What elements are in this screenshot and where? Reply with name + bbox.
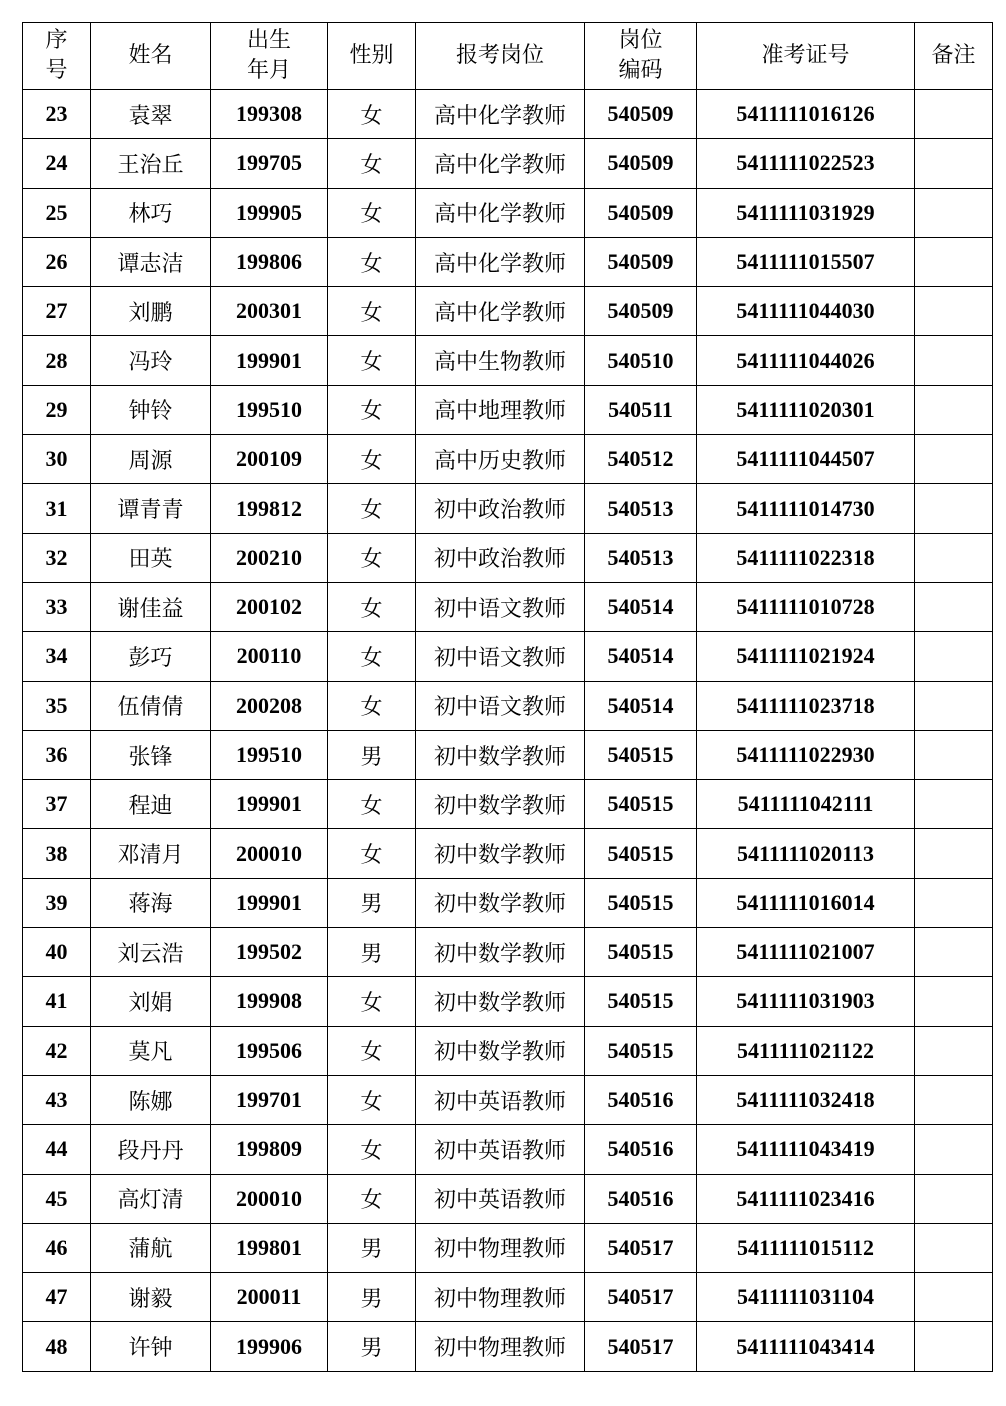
cell-code: 540515 (585, 1026, 697, 1075)
header-code-line1: 岗位 (618, 28, 663, 53)
cell-birth: 200301 (211, 287, 328, 336)
cell-seq: 32 (23, 533, 91, 582)
cell-gender: 女 (328, 1026, 416, 1075)
cell-gender: 女 (328, 533, 416, 582)
cell-position: 高中历史教师 (416, 435, 585, 484)
cell-code: 540511 (585, 385, 697, 434)
cell-position: 初中数学教师 (416, 829, 585, 878)
table-row (23, 928, 993, 977)
cell-seq: 42 (23, 1026, 91, 1075)
cell-position: 高中化学教师 (416, 287, 585, 336)
table-row (23, 730, 993, 779)
cell-name: 谭青青 (91, 484, 211, 533)
cell-remark (915, 1075, 993, 1124)
cell-name: 袁翠 (91, 90, 211, 139)
cell-remark (915, 582, 993, 631)
cell-gender: 女 (328, 977, 416, 1026)
cell-remark (915, 1223, 993, 1272)
cell-birth: 199812 (211, 484, 328, 533)
cell-position: 高中地理教师 (416, 385, 585, 434)
cell-remark (915, 533, 993, 582)
cell-code: 540513 (585, 533, 697, 582)
cell-remark (915, 287, 993, 336)
cell-remark (915, 1174, 993, 1223)
table-row (23, 681, 993, 730)
cell-seq: 23 (23, 90, 91, 139)
cell-seq: 43 (23, 1075, 91, 1124)
cell-ticket: 5411111015507 (697, 237, 915, 286)
cell-remark (915, 1026, 993, 1075)
cell-position: 初中英语教师 (416, 1075, 585, 1124)
cell-code: 540509 (585, 287, 697, 336)
cell-birth: 199801 (211, 1223, 328, 1272)
cell-seq: 36 (23, 730, 91, 779)
cell-seq: 34 (23, 632, 91, 681)
table-row (23, 139, 993, 188)
cell-gender: 女 (328, 632, 416, 681)
cell-code: 540515 (585, 780, 697, 829)
table-row (23, 1075, 993, 1124)
cell-position: 初中数学教师 (416, 878, 585, 927)
cell-name: 伍倩倩 (91, 681, 211, 730)
cell-name: 蒋海 (91, 878, 211, 927)
cell-birth: 199705 (211, 139, 328, 188)
cell-remark (915, 484, 993, 533)
table-row (23, 1322, 993, 1371)
cell-remark (915, 780, 993, 829)
table-row (23, 237, 993, 286)
cell-birth: 199901 (211, 336, 328, 385)
cell-gender: 女 (328, 780, 416, 829)
cell-name: 高灯清 (91, 1174, 211, 1223)
cell-birth: 200102 (211, 582, 328, 631)
cell-ticket: 5411111021007 (697, 928, 915, 977)
cell-position: 初中语文教师 (416, 582, 585, 631)
cell-code: 540509 (585, 90, 697, 139)
cell-name: 冯玲 (91, 336, 211, 385)
cell-code: 540512 (585, 435, 697, 484)
cell-code: 540509 (585, 139, 697, 188)
cell-code: 540514 (585, 681, 697, 730)
cell-remark (915, 139, 993, 188)
cell-remark (915, 90, 993, 139)
cell-name: 谢毅 (91, 1273, 211, 1322)
table-row (23, 878, 993, 927)
cell-name: 谭志洁 (91, 237, 211, 286)
cell-seq: 41 (23, 977, 91, 1026)
cell-code: 540514 (585, 582, 697, 631)
cell-birth: 200010 (211, 829, 328, 878)
cell-ticket: 5411111023416 (697, 1174, 915, 1223)
cell-ticket: 5411111044026 (697, 336, 915, 385)
cell-position: 高中化学教师 (416, 237, 585, 286)
cell-position: 初中物理教师 (416, 1322, 585, 1371)
header-birth-line2: 年月 (246, 58, 291, 83)
cell-remark (915, 237, 993, 286)
table-row (23, 632, 993, 681)
table-row (23, 385, 993, 434)
cell-gender: 男 (328, 878, 416, 927)
cell-position: 初中数学教师 (416, 1026, 585, 1075)
cell-ticket: 5411111042111 (697, 780, 915, 829)
cell-remark (915, 681, 993, 730)
table-row (23, 1125, 993, 1174)
table-body (23, 90, 993, 1372)
cell-code: 540517 (585, 1322, 697, 1371)
cell-birth: 200109 (211, 435, 328, 484)
cell-ticket: 5411111031903 (697, 977, 915, 1026)
cell-seq: 33 (23, 582, 91, 631)
cell-remark (915, 632, 993, 681)
cell-code: 540516 (585, 1125, 697, 1174)
header-code (585, 23, 697, 90)
table-row (23, 1223, 993, 1272)
cell-ticket: 5411111031104 (697, 1273, 915, 1322)
cell-seq: 48 (23, 1322, 91, 1371)
cell-remark (915, 336, 993, 385)
header-seq (23, 23, 91, 90)
header-gender: 性别 (328, 23, 416, 90)
cell-position: 初中政治教师 (416, 533, 585, 582)
cell-name: 许钟 (91, 1322, 211, 1371)
cell-gender: 男 (328, 1322, 416, 1371)
cell-birth: 199908 (211, 977, 328, 1026)
table-header-row (23, 23, 993, 90)
cell-position: 初中英语教师 (416, 1174, 585, 1223)
cell-gender: 男 (328, 1273, 416, 1322)
cell-code: 540513 (585, 484, 697, 533)
cell-remark (915, 878, 993, 927)
cell-gender: 女 (328, 484, 416, 533)
cell-birth: 199308 (211, 90, 328, 139)
cell-position: 高中生物教师 (416, 336, 585, 385)
cell-name: 刘娟 (91, 977, 211, 1026)
cell-position: 高中化学教师 (416, 90, 585, 139)
table-row (23, 484, 993, 533)
header-seq-line1: 序 (45, 28, 68, 53)
table-row (23, 287, 993, 336)
cell-ticket: 5411111023718 (697, 681, 915, 730)
cell-seq: 24 (23, 139, 91, 188)
cell-code: 540514 (585, 632, 697, 681)
cell-birth: 200011 (211, 1273, 328, 1322)
cell-seq: 40 (23, 928, 91, 977)
cell-remark (915, 977, 993, 1026)
cell-seq: 27 (23, 287, 91, 336)
cell-gender: 女 (328, 188, 416, 237)
cell-position: 初中政治教师 (416, 484, 585, 533)
table-row (23, 1026, 993, 1075)
cell-ticket: 5411111014730 (697, 484, 915, 533)
cell-remark (915, 188, 993, 237)
cell-ticket: 5411111010728 (697, 582, 915, 631)
cell-seq: 31 (23, 484, 91, 533)
cell-position: 初中数学教师 (416, 730, 585, 779)
cell-code: 540517 (585, 1273, 697, 1322)
cell-birth: 199510 (211, 730, 328, 779)
cell-code: 540510 (585, 336, 697, 385)
cell-remark (915, 435, 993, 484)
cell-ticket: 5411111022523 (697, 139, 915, 188)
header-name: 姓名 (91, 23, 211, 90)
cell-position: 初中语文教师 (416, 632, 585, 681)
cell-gender: 女 (328, 681, 416, 730)
cell-gender: 女 (328, 1125, 416, 1174)
cell-seq: 26 (23, 237, 91, 286)
cell-position: 高中化学教师 (416, 188, 585, 237)
table-row (23, 336, 993, 385)
cell-birth: 200208 (211, 681, 328, 730)
header-code-line2: 编码 (618, 58, 663, 83)
cell-gender: 女 (328, 582, 416, 631)
cell-birth: 199510 (211, 385, 328, 434)
cell-gender: 女 (328, 1075, 416, 1124)
cell-remark (915, 1273, 993, 1322)
cell-name: 蒲航 (91, 1223, 211, 1272)
candidate-table (22, 22, 993, 1372)
cell-gender: 女 (328, 336, 416, 385)
table-row (23, 977, 993, 1026)
cell-ticket: 5411111022930 (697, 730, 915, 779)
cell-code: 540515 (585, 829, 697, 878)
cell-gender: 女 (328, 139, 416, 188)
cell-name: 周源 (91, 435, 211, 484)
header-ticket: 准考证号 (697, 23, 915, 90)
cell-name: 王治丘 (91, 139, 211, 188)
cell-position: 初中数学教师 (416, 977, 585, 1026)
cell-position: 高中化学教师 (416, 139, 585, 188)
cell-birth: 199809 (211, 1125, 328, 1174)
cell-code: 540517 (585, 1223, 697, 1272)
cell-gender: 男 (328, 1223, 416, 1272)
cell-seq: 28 (23, 336, 91, 385)
cell-ticket: 5411111044507 (697, 435, 915, 484)
cell-gender: 女 (328, 435, 416, 484)
cell-name: 段丹丹 (91, 1125, 211, 1174)
cell-position: 初中物理教师 (416, 1223, 585, 1272)
cell-seq: 25 (23, 188, 91, 237)
cell-code: 540515 (585, 977, 697, 1026)
cell-seq: 38 (23, 829, 91, 878)
table-row (23, 533, 993, 582)
cell-ticket: 5411111043414 (697, 1322, 915, 1371)
cell-gender: 男 (328, 928, 416, 977)
cell-ticket: 5411111020113 (697, 829, 915, 878)
cell-seq: 37 (23, 780, 91, 829)
cell-birth: 199502 (211, 928, 328, 977)
cell-position: 初中数学教师 (416, 780, 585, 829)
cell-gender: 女 (328, 90, 416, 139)
table-row (23, 188, 993, 237)
cell-ticket: 5411111031929 (697, 188, 915, 237)
cell-gender: 女 (328, 287, 416, 336)
cell-birth: 200210 (211, 533, 328, 582)
cell-name: 谢佳益 (91, 582, 211, 631)
cell-ticket: 5411111020301 (697, 385, 915, 434)
cell-code: 540515 (585, 730, 697, 779)
header-seq-line2: 号 (45, 58, 68, 83)
cell-name: 钟铃 (91, 385, 211, 434)
cell-seq: 30 (23, 435, 91, 484)
cell-name: 陈娜 (91, 1075, 211, 1124)
cell-seq: 46 (23, 1223, 91, 1272)
cell-ticket: 5411111021924 (697, 632, 915, 681)
cell-name: 刘鹏 (91, 287, 211, 336)
cell-birth: 200110 (211, 632, 328, 681)
cell-name: 刘云浩 (91, 928, 211, 977)
cell-code: 540516 (585, 1174, 697, 1223)
header-remark: 备注 (915, 23, 993, 90)
cell-code: 540515 (585, 928, 697, 977)
table-row (23, 435, 993, 484)
table-row (23, 1273, 993, 1322)
cell-gender: 女 (328, 829, 416, 878)
cell-birth: 199806 (211, 237, 328, 286)
cell-name: 田英 (91, 533, 211, 582)
cell-gender: 男 (328, 730, 416, 779)
cell-name: 张锋 (91, 730, 211, 779)
table-row (23, 829, 993, 878)
cell-ticket: 5411111043419 (697, 1125, 915, 1174)
cell-code: 540509 (585, 237, 697, 286)
cell-name: 邓清月 (91, 829, 211, 878)
cell-birth: 199506 (211, 1026, 328, 1075)
cell-birth: 200010 (211, 1174, 328, 1223)
cell-seq: 39 (23, 878, 91, 927)
cell-ticket: 5411111032418 (697, 1075, 915, 1124)
cell-ticket: 5411111022318 (697, 533, 915, 582)
cell-remark (915, 1322, 993, 1371)
cell-code: 540515 (585, 878, 697, 927)
cell-seq: 47 (23, 1273, 91, 1322)
cell-birth: 199901 (211, 780, 328, 829)
cell-seq: 35 (23, 681, 91, 730)
cell-seq: 29 (23, 385, 91, 434)
cell-remark (915, 928, 993, 977)
cell-name: 林巧 (91, 188, 211, 237)
header-birth (211, 23, 328, 90)
header-position: 报考岗位 (416, 23, 585, 90)
cell-remark (915, 829, 993, 878)
cell-remark (915, 385, 993, 434)
cell-position: 初中语文教师 (416, 681, 585, 730)
table-row (23, 1174, 993, 1223)
cell-remark (915, 1125, 993, 1174)
table-row (23, 582, 993, 631)
cell-gender: 女 (328, 385, 416, 434)
cell-gender: 女 (328, 237, 416, 286)
cell-gender: 女 (328, 1174, 416, 1223)
cell-name: 彭巧 (91, 632, 211, 681)
cell-birth: 199701 (211, 1075, 328, 1124)
cell-ticket: 5411111015112 (697, 1223, 915, 1272)
cell-seq: 45 (23, 1174, 91, 1223)
cell-seq: 44 (23, 1125, 91, 1174)
cell-remark (915, 730, 993, 779)
cell-position: 初中英语教师 (416, 1125, 585, 1174)
cell-position: 初中数学教师 (416, 928, 585, 977)
table-row (23, 90, 993, 139)
cell-name: 程迪 (91, 780, 211, 829)
cell-ticket: 5411111021122 (697, 1026, 915, 1075)
table-row (23, 780, 993, 829)
cell-code: 540516 (585, 1075, 697, 1124)
cell-name: 莫凡 (91, 1026, 211, 1075)
cell-code: 540509 (585, 188, 697, 237)
cell-birth: 199901 (211, 878, 328, 927)
cell-birth: 199906 (211, 1322, 328, 1371)
cell-ticket: 5411111016126 (697, 90, 915, 139)
cell-birth: 199905 (211, 188, 328, 237)
header-birth-line1: 出生 (246, 28, 291, 53)
cell-ticket: 5411111044030 (697, 287, 915, 336)
cell-position: 初中物理教师 (416, 1273, 585, 1322)
cell-ticket: 5411111016014 (697, 878, 915, 927)
